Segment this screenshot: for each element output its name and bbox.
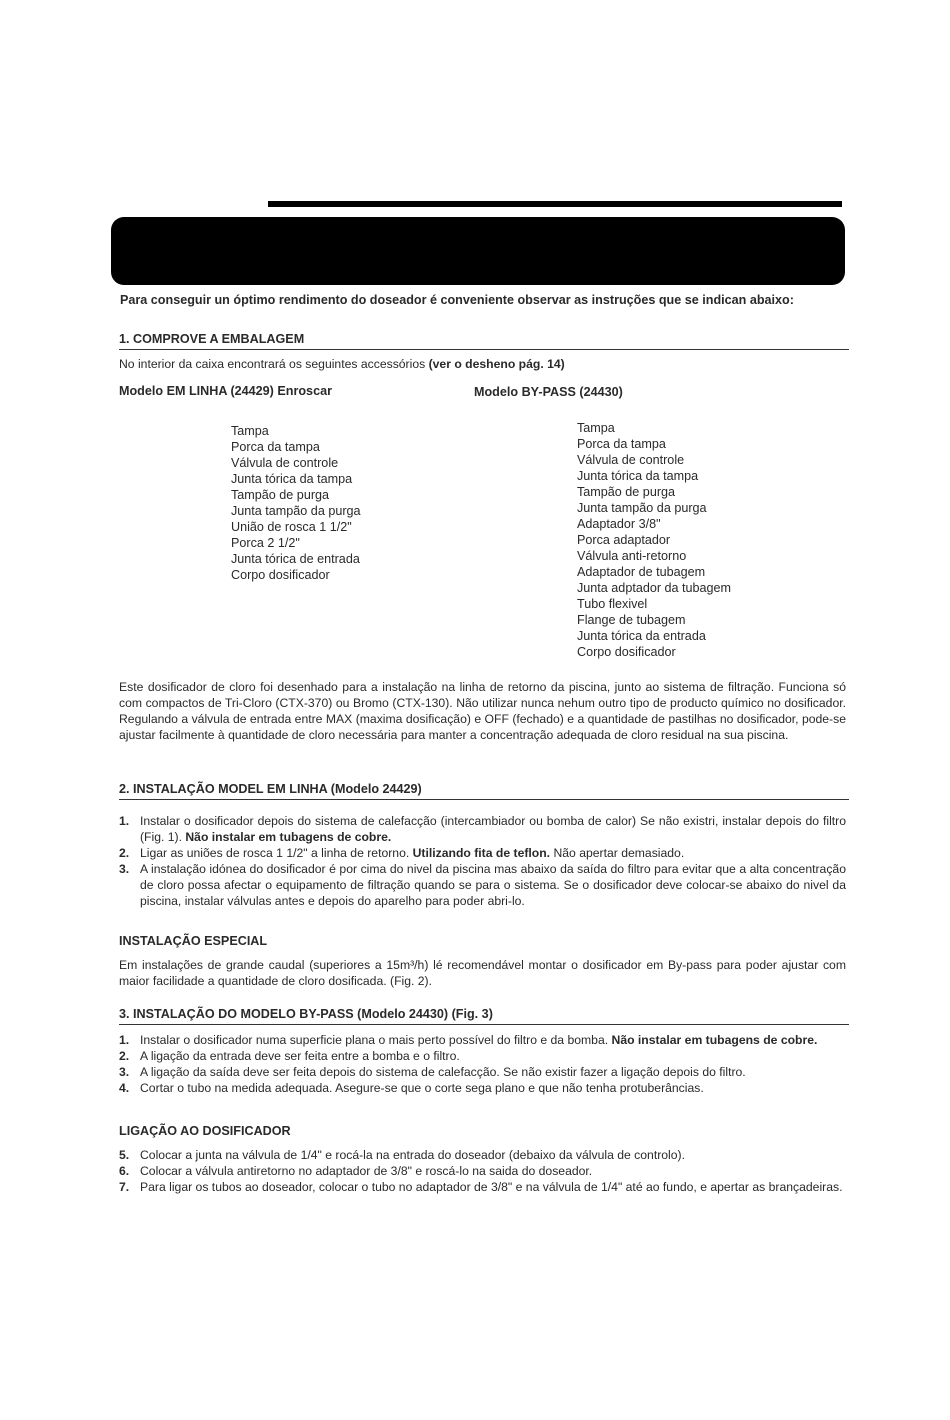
step-number: 7. <box>119 1180 130 1194</box>
step-number: 6. <box>119 1164 130 1178</box>
step-text: Instalar o dosificador depois do sistema de calefacção (intercambiador ou bomba de calor) Se não existri, instalar depois do filtro (Fig. 1). <box>140 814 846 844</box>
step-number: 3. <box>119 1065 130 1079</box>
description-paragraph: Este dosificador de cloro foi desenhado para a instalação na linha de retorno da piscina, junto ao sistema de filtração. Funciona só com compactos de Tri-Cloro (CTX-370) ou Bromo (CTX-130). Não utilizar nunca nehum outro tipo de producto químico no dosificador. Regulando a válvula de entrada entre MAX (maxima dosificação) e OFF (fechado) e a quantidade de pastilhas no dosificador, pode-se ajustar facilmente à quantidade de cloro necessária para manter a concentração adequada de cloro residual na sua piscina. <box>119 680 846 742</box>
step-text: Cortar o tubo na medida adequada. Asegure-se que o corte sega plano e que não tenha protuberâncias. <box>140 1081 704 1095</box>
list-item <box>119 1147 846 1163</box>
step-text: Instalar o dosificador numa superficie plana o mais perto possível do filtro e da bomba. <box>140 1033 612 1047</box>
list-item: Tampa <box>577 421 615 435</box>
step-text-after: Não apertar demasiado. <box>550 846 685 860</box>
step-bold: Não instalar em tubagens de cobre. <box>611 1033 818 1047</box>
section-2-title: 2. INSTALAÇÃO MODEL EM LINHA (Modelo 24429) <box>119 781 849 800</box>
step-text: Colocar a válvula antiretorno no adaptador de 3/8" e roscá-lo na saida do doseador. <box>140 1164 593 1178</box>
list-item: Válvula de controle <box>231 456 339 470</box>
step-number: 3. <box>119 862 130 876</box>
section-1-title: 1. COMPROVE A EMBALAGEM <box>119 331 849 350</box>
step-bold: Não instalar em tubagens de cobre. <box>185 830 392 844</box>
step-number: 2. <box>119 1049 130 1063</box>
list-item <box>119 845 846 861</box>
header-band <box>111 217 845 285</box>
list-item: Junta tampão da purga <box>577 501 707 515</box>
accessories-text: No interior da caixa encontrará os seguintes accessórios <box>119 357 429 371</box>
intro-text: Para conseguir un óptimo rendimento do doseador é conveniente observar as instruções que se indican abaixo: <box>120 293 794 307</box>
list-item: Junta tórica da entrada <box>577 629 706 643</box>
step-number: 1. <box>119 814 130 828</box>
list-item: Junta tampão da purga <box>231 504 361 518</box>
list-item <box>119 1080 846 1096</box>
list-item: Tampão de purga <box>231 488 330 502</box>
special-paragraph: Em instalações de grande caudal (superiores a 15m³/h) lé recomendável montar o dosificador em By-pass para poder ajustar com maior facilidade a quantidade de cloro dosificada. (Fig. 2). <box>119 958 846 988</box>
list-item: Adaptador 3/8" <box>577 517 661 531</box>
list-item <box>119 861 846 909</box>
list-item: Corpo dosificador <box>577 645 676 659</box>
step-text: A instalação idónea do dosificador é por cima do nivel da piscina mas abaixo da saída do filtro para evitar que a alta concentração de cloro possa afectar o equipamento de filtração quando se para o sistema. Se o dosificador deve colocar-se abaixo do nivel da piscina, instalar válvulas antes e depois do aparelho para poder abri-lo. <box>140 862 846 908</box>
step-number: 4. <box>119 1081 130 1095</box>
model-inline-label: Modelo EM LINHA (24429) Enroscar <box>119 384 332 398</box>
list-item: Junta adptador da tubagem <box>577 581 732 595</box>
list-item <box>119 1064 846 1080</box>
connection-title: LIGAÇÃO AO DOSIFICADOR <box>119 1124 291 1138</box>
step-number: 2. <box>119 846 130 860</box>
list-item: Junta tórica da tampa <box>231 472 353 486</box>
list-item: Tampão de purga <box>577 485 676 499</box>
list-item: Porca da tampa <box>577 437 666 451</box>
model-bypass-label: Modelo BY-PASS (24430) <box>474 385 623 399</box>
bypass-parts-list <box>577 420 731 660</box>
list-item: Tubo flexivel <box>577 597 648 611</box>
list-item: Porca da tampa <box>231 440 320 454</box>
list-item: Junta tórica de entrada <box>231 552 360 566</box>
special-title: INSTALAÇÃO ESPECIAL <box>119 934 268 948</box>
list-item: Válvula de controle <box>577 453 685 467</box>
list-item <box>119 1179 846 1195</box>
section-3-title: 3. INSTALAÇÃO DO MODELO BY-PASS (Modelo 24430) (Fig. 3) <box>119 1006 849 1025</box>
list-item: Adaptador de tubagem <box>577 565 706 579</box>
list-item: Porca adaptador <box>577 533 671 547</box>
accessories-ref: (ver o desheno pág. 14) <box>428 357 565 371</box>
step-text: Colocar a junta na válvula de 1/4" e rocá-la na entrada do doseador (debaixo da válvula de controlo). <box>140 1148 685 1162</box>
list-item: Válvula anti-retorno <box>577 549 687 563</box>
step-text: Para ligar os tubos ao doseador, colocar o tubo no adaptador de 3/8" e na válvula de 1/4" até ao fundo, e apertar as brançadeiras. <box>140 1180 843 1194</box>
list-item: Porca 2 1/2" <box>231 536 300 550</box>
connection-steps <box>119 1147 846 1195</box>
list-item <box>119 1048 846 1064</box>
list-item: União de rosca 1 1/2" <box>231 520 352 534</box>
step-text: Ligar as uniões de rosca 1 1/2" a linha de retorno. <box>140 846 413 860</box>
step-bold: Utilizando fita de teflon. <box>412 846 551 860</box>
list-item: Corpo dosificador <box>231 568 330 582</box>
list-item: Tampa <box>231 424 269 438</box>
inline-parts-list <box>231 423 361 583</box>
section-2-steps <box>119 813 846 909</box>
step-number: 5. <box>119 1148 130 1162</box>
list-item <box>119 1163 846 1179</box>
list-item <box>119 1032 846 1048</box>
header-rule <box>268 201 842 207</box>
list-item: Flange de tubagem <box>577 613 686 627</box>
step-text: A ligação da entrada deve ser feita entre a bomba e o filtro. <box>140 1049 460 1063</box>
accessories-line <box>119 356 849 372</box>
step-text: A ligação da saída deve ser feita depois do sistema de calefacção. Se não existir fazer a ligação depois do filtro. <box>140 1065 746 1079</box>
step-number: 1. <box>119 1033 130 1047</box>
list-item <box>119 813 846 845</box>
section-3-steps <box>119 1032 846 1096</box>
list-item: Junta tórica da tampa <box>577 469 699 483</box>
